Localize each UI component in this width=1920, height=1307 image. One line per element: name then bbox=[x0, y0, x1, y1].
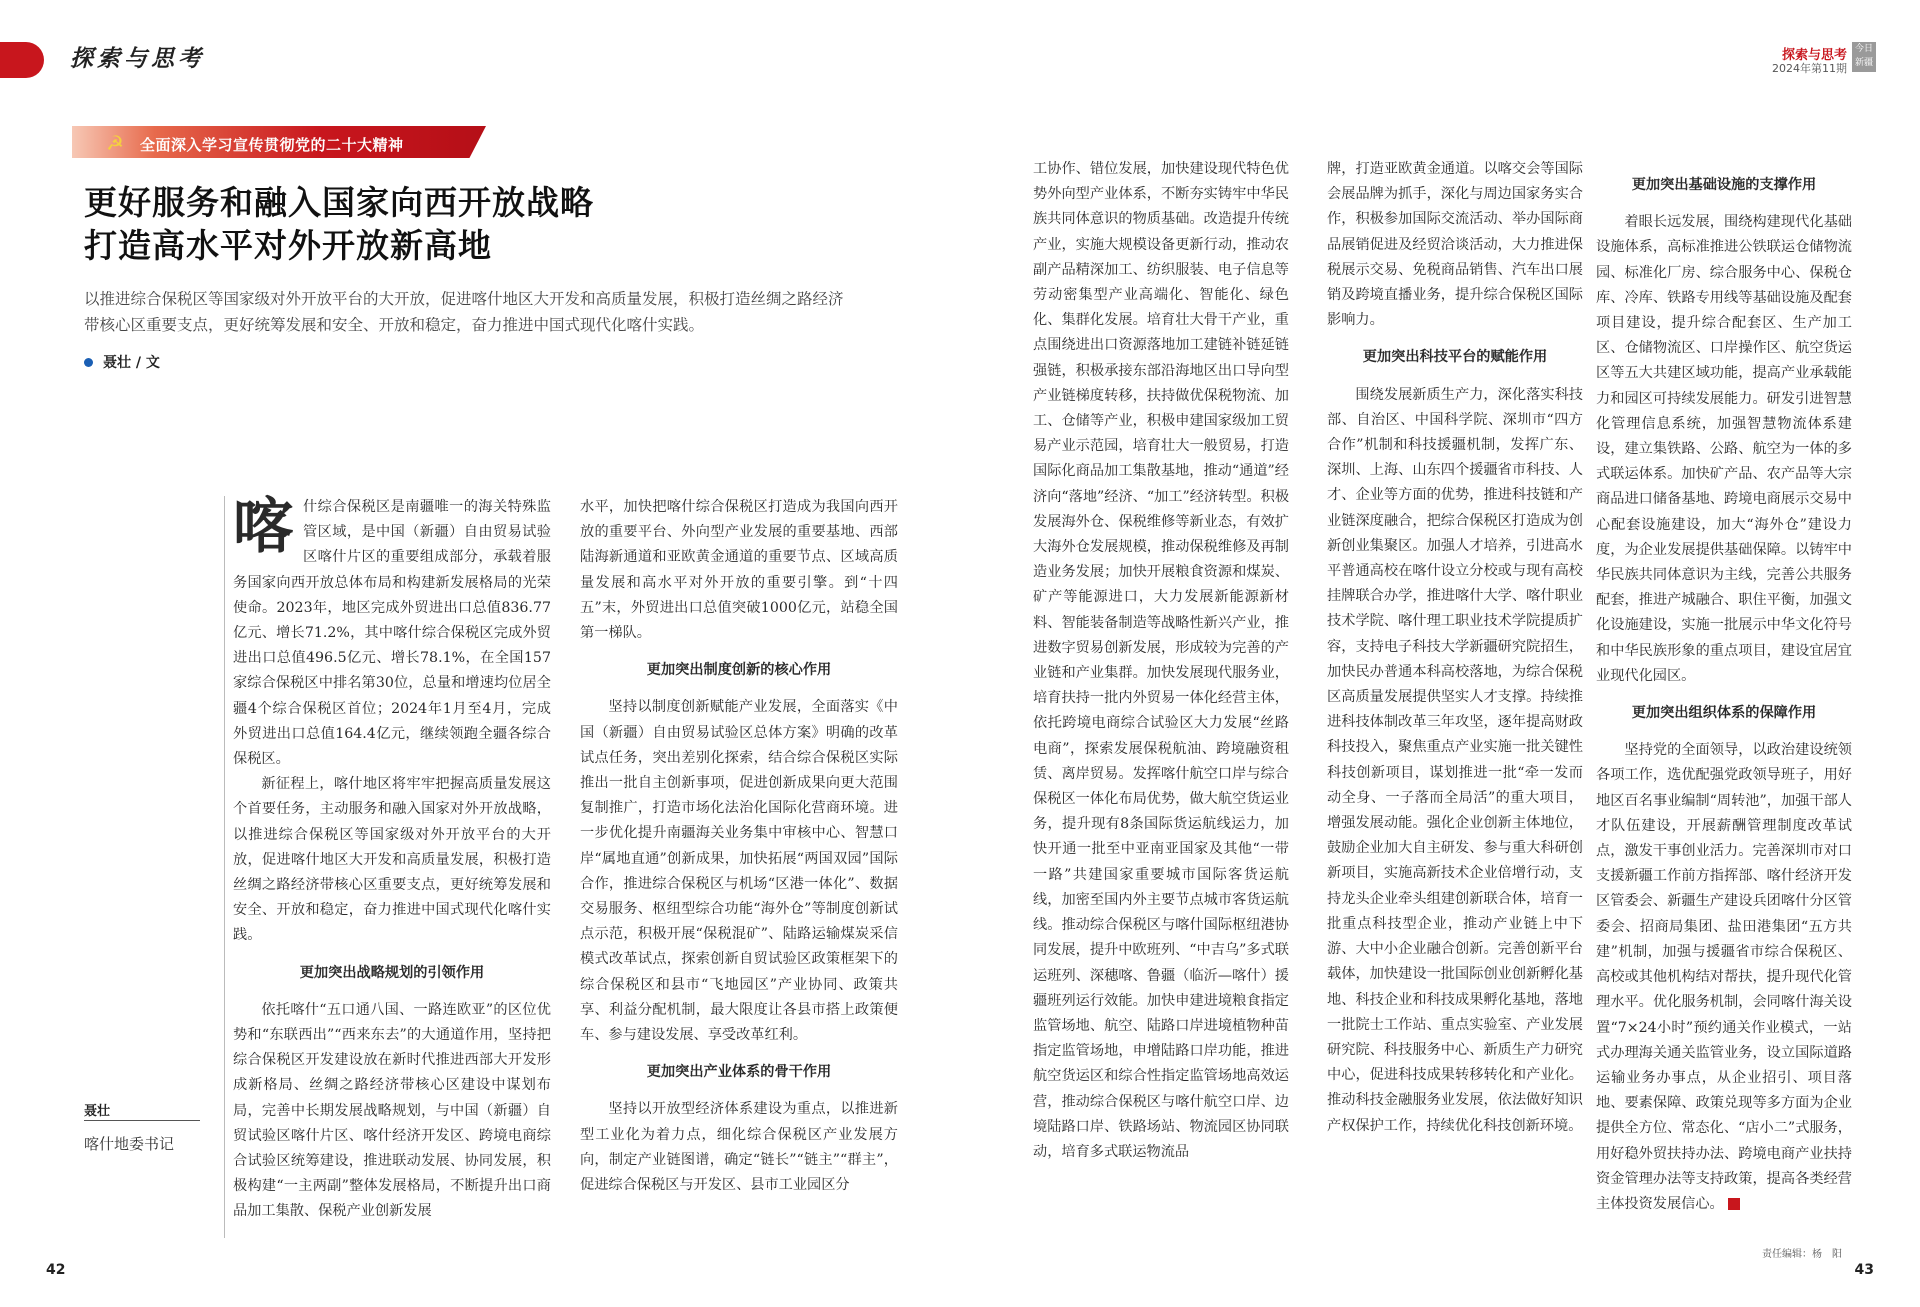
article-column-5 bbox=[1596, 173, 1852, 1217]
paragraph: 新征程上，喀什地区将牢牢把握高质量发展这个首要任务，主动服务和融入国家对外开放战略，以推进综合保税区等国家级对外开放平台的大开放，促进喀什地区大开发和高质量发展，积极打造丝绸之路经济带核心区重要支点，更好统筹发展和安全、开放和稳定，奋力推进中国式现代化喀什实践。 bbox=[233, 776, 551, 944]
bullet-icon bbox=[84, 358, 93, 367]
byline bbox=[84, 352, 160, 372]
section-heading: 更加突出科技平台的赋能作用 bbox=[1362, 349, 1548, 366]
column-divider bbox=[224, 496, 225, 1238]
section-title-left: 探索与思考 bbox=[70, 45, 205, 72]
magazine-logo: 今日新疆 bbox=[1852, 42, 1876, 72]
paragraph-text: 坚持党的全面领导，以政治建设统领各项工作，选优配强党政领导班子，用好地区百名事业编制“周转池”，加强干部人才队伍建设，开展薪酬管理制度改革试点，激发干事创业活力。完善深圳市对口支援新疆工作前方指挥部、喀什经济开发区管委会、新疆生产建设兵团喀什分区管委会、招商局集团、盐田港集团“五方共建”机制，加强与援疆省市综合保税区、高校或其他机构结对帮扶，提升现代化管理水平。优化服务机制，会同喀什海关设置“7×24小时”预约通关作业模式，一站式办理海关通关监管业务，设立国际道路运输业务办事点，从企业招引、项目落地、要素保障、政策兑现等多方面为企业提供全方位、常态化、“店小二”式服务，用好稳外贸扶持办法、跨境电商产业扶持资金管理办法等支持政策，提高各类经营主体投资发展信心。 bbox=[1596, 742, 1852, 1212]
article-title-line-2: 打造高水平对外开放新高地 bbox=[84, 226, 492, 265]
section-tab-marker bbox=[0, 42, 44, 78]
section-heading: 更加突出组织体系的保障作用 bbox=[1631, 705, 1817, 722]
paragraph-text: 什综合保税区是南疆唯一的海关特殊监管区域，是中国（新疆）自由贸易试验区喀什片区的重要组成部分，承载着服务国家向西开放总体布局和构建新发展格局的光荣使命。2023年，地区完成外贸进出口总值836.77亿元、增长71.2%，其中喀什综合保税区完成外贸进出口总值496.5亿元、增长78.1%，在全国157家综合保税区中排名第30位，总量和增速均位居全疆4个综合保税区首位；2024年1月至4月，完成外贸进出口总值164.4亿元，继续领跑全疆各综合保税区。 bbox=[233, 499, 551, 768]
end-mark-icon bbox=[1728, 1198, 1740, 1210]
paragraph: 水平，加快把喀什综合保税区打造成为我国向西开放的重要平台、外向型产业发展的重要基地、西部陆海新通道和亚欧黄金通道的重要节点、区域高质量发展和高水平对外开放的重要引擎。到“十四五”末，外贸进出口总值突破1000亿元，站稳全国第一梯队。 bbox=[580, 499, 898, 642]
article-column-2 bbox=[580, 495, 898, 1198]
divider bbox=[84, 1120, 200, 1121]
article-column-1 bbox=[233, 492, 551, 1225]
article-standfirst: 以推进综合保税区等国家级对外开放平台的大开放，促进喀什地区大开发和高质量发展，积极打造丝绸之路经济带核心区重要支点，更好统筹发展和安全、开放和稳定，奋力推进中国式现代化喀什实践。 bbox=[84, 290, 844, 334]
page-number-left: 42 bbox=[46, 1262, 66, 1278]
author-name: 聂壮 bbox=[84, 1104, 111, 1119]
paragraph: 坚持以开放型经济体系建设为重点，以推进新型工业化为着力点，细化综合保税区产业发展方向，制定产业链图谱，确定“链长”“链主”“群主”，促进综合保税区与开发区、县市工业园区分 bbox=[580, 1101, 898, 1194]
byline-text: 聂壮 / 文 bbox=[103, 355, 160, 371]
section-heading: 更加突出基础设施的支撑作用 bbox=[1631, 177, 1817, 193]
article-column-3 bbox=[1033, 157, 1289, 1165]
paragraph bbox=[1596, 738, 1852, 1217]
drop-cap: 喀 bbox=[233, 492, 293, 562]
paragraph: 工协作、错位发展，加快建设现代特色优势外向型产业体系，不断夯实铸牢中华民族共同体意识的物质基础。改造提升传统产业，实施大规模设备更新行动，推动农副产品精深加工、纺织服装、电子信息等劳动密集型产业高端化、智能化、绿色化、集群化发展。培育壮大骨干产业，重点围绕进出口资源落地加工建链补链延链强链，积极承接东部沿海地区出口导向型产业链梯度转移，扶持做优保税物流、加工、仓储等产业，积极申建国家级加工贸易产业示范园，培育壮大一般贸易，打造国际化商品加工集散基地，推动“通道”经济向“落地”经济、“加工”经济转型。积极发展海外仓、保税维修等新业态，有效扩大海外仓发展规模，推动保税维修及再制造业务发展；加快开展粮食资源和煤炭、矿产等能源进口，大力发展新能源新材料、智能装备制造等战略性新兴产业，推进数字贸易创新发展，形成较为完善的产业链和产业集群。加快发展现代服务业，培育扶持一批内外贸易一体化经营主体，依托跨境电商综合试验区大力发展“丝路电商”，探索发展保税航油、跨境融资租赁、离岸贸易。发挥喀什航空口岸与综合保税区一体化布局优势，做大航空货运业务，提升现有8条国际货运航线运力，加快开通一批至中亚南亚国家及其他“一带一路”共建国家重要城市国际客货运航线，加密至国内外主要节点城市客货运航线。推动综合保税区与喀什国际枢纽港协同发展，提升中欧班列、“中吉乌”多式联运班列、深穗喀、鲁疆（临沂—喀什）援疆班列运行效能。加快申建进境粮食指定监管场地、航空、陆路口岸进境植物种苗指定监管场地，申增陆路口岸功能，推进航空货运区和综合性指定监管场地高效运营，推动综合保税区与喀什航空口岸、边境陆路口岸、铁路场站、物流园区协同联动，培育多式联运物流品 bbox=[1033, 161, 1290, 1160]
paragraph: 牌，打造亚欧黄金通道。以喀交会等国际会展品牌为抓手，深化与周边国家务实合作，积极参加国际交流活动、举办国际商品展销促进及经贸洽谈活动，大力推进保税展示交易、免税商品销售、汽车出口展销及跨境直播业务，提升综合保税区国际影响力。 bbox=[1327, 161, 1583, 329]
section-heading: 更加突出战略规划的引领作用 bbox=[299, 964, 485, 981]
article-column-4 bbox=[1327, 157, 1583, 1139]
paragraph: 着眼长远发展，围绕构建现代化基础设施体系，高标准推进公铁联运仓储物流园、标准化厂房、综合服务中心、保税仓库、冷库、铁路专用线等基础设施及配套项目建设，提升综合配套区、生产加工区、仓储物流区、口岸操作区、航空货运区等五大共建区域功能，提高产业承载能力和园区可持续发展能力。研发引进智慧化管理信息系统，加强智慧物流体系建设，建立集铁路、公路、航空为一体的多式联运体系。加快矿产品、农产品等大宗商品进口储备基地、跨境电商展示交易中心配套设施建设，加大“海外仓”建设力度，为企业发展提供基础保障。以铸牢中华民族共同体意识为主线，完善公共服务配套，推进产城融合、职住平衡，加强文化设施建设，实施一批展示中华文化符号和中华民族形象的重点项目，建设宜居宜业现代化园区。 bbox=[1596, 214, 1852, 684]
paragraph: 依托喀什“五口通八国、一路连欧亚”的区位优势和“东联西出”“西来东去”的大通道作用，坚持把综合保税区开发建设放在新时代推进西部大开发形成新格局、丝绸之路经济带核心区建设中谋划布局，完善中长期发展战略规划，与中国（新疆）自贸试验区喀什片区、喀什经济开发区、跨境电商综合试验区统筹建设，推进联动发展、协同发展，积极构建“一主两副”整体发展格局，不断提升出口商品加工集散、保税产业创新发展 bbox=[233, 1001, 551, 1220]
page-number-right: 43 bbox=[1854, 1262, 1874, 1278]
topic-banner-text: 全面深入学习宣传贯彻党的二十大精神 bbox=[140, 136, 404, 154]
party-emblem-icon: ☭ bbox=[106, 131, 124, 155]
issue-number: 2024年第11期 bbox=[1772, 62, 1847, 75]
section-title-right: 探索与思考 bbox=[1781, 48, 1847, 63]
paragraph: 围绕发展新质生产力，深化落实科技部、自治区、中国科学院、深圳市“四方合作”机制和科技援疆机制，发挥广东、深圳、上海、山东四个援疆省市科技、人才、企业等方面的优势，推进科技链和产业链深度融合，把综合保税区打造成为创新创业集聚区。加强人才培养，引进高水平普通高校在喀什设立分校或与现有高校挂牌联合办学，推进喀什大学、喀什职业技术学院、喀什理工职业技术学院提质扩容，支持电子科技大学新疆研究院招生，加快民办普通本科高校落地，为综合保税区高质量发展提供坚实人才支撑。持续推进科技体制改革三年攻坚，逐年提高财政科技投入，聚焦重点产业实施一批关键性科技创新项目，谋划推进一批“牵一发而动全身、一子落而全局活”的重大项目，增强发展动能。强化企业创新主体地位，鼓励企业加大自主研发、参与重大科研创新项目，实施高新技术企业倍增行动，支持龙头企业牵头组建创新联合体，培育一批重点科技型企业，推动产业链上中下游、大中小企业融合创新。完善创新平台载体，加快建设一批国际创业创新孵化基地、科技企业和科技成果孵化基地，落地一批院士工作站、重点实验室、产业发展研究院、科技服务中心、新质生产力研究中心，促进科技成果转移转化和产业化。推动科技金融服务业发展，依法做好知识产权保护工作，持续优化科技创新环境。 bbox=[1327, 386, 1583, 1134]
paragraph bbox=[233, 492, 551, 772]
section-heading: 更加突出制度创新的核心作用 bbox=[646, 662, 832, 679]
article-title-line-1: 更好服务和融入国家向西开放战略 bbox=[84, 183, 594, 222]
author-title: 喀什地委书记 bbox=[84, 1135, 175, 1153]
section-heading: 更加突出产业体系的骨干作用 bbox=[646, 1064, 832, 1081]
paragraph: 坚持以制度创新赋能产业发展，全面落实《中国（新疆）自由贸易试验区总体方案》明确的改革试点任务，突出差别化探索，结合综合保税区实际推出一批自主创新事项，促进创新成果向更大范围复制推广，打造市场化法治化国际化营商环境。进一步优化提升南疆海关业务集中审核中心、智慧口岸“属地直通”创新成果，加快拓展“两国双园”国际合作，推进综合保税区与机场“区港一体化”、数据交易服务、枢纽型综合功能“海外仓”等制度创新试点示范，积极开展“保税混矿”、陆路运输煤炭采信模式改革试点，探索创新自贸试验区政策框架下的综合保税区和县市“飞地园区”产业协同、政策共享、利益分配机制，最大限度让各县市搭上政策便车、参与建设发展、享受改革红利。 bbox=[580, 699, 898, 1044]
editor-credit: 责任编辑：杨 阳 bbox=[1762, 1249, 1842, 1260]
